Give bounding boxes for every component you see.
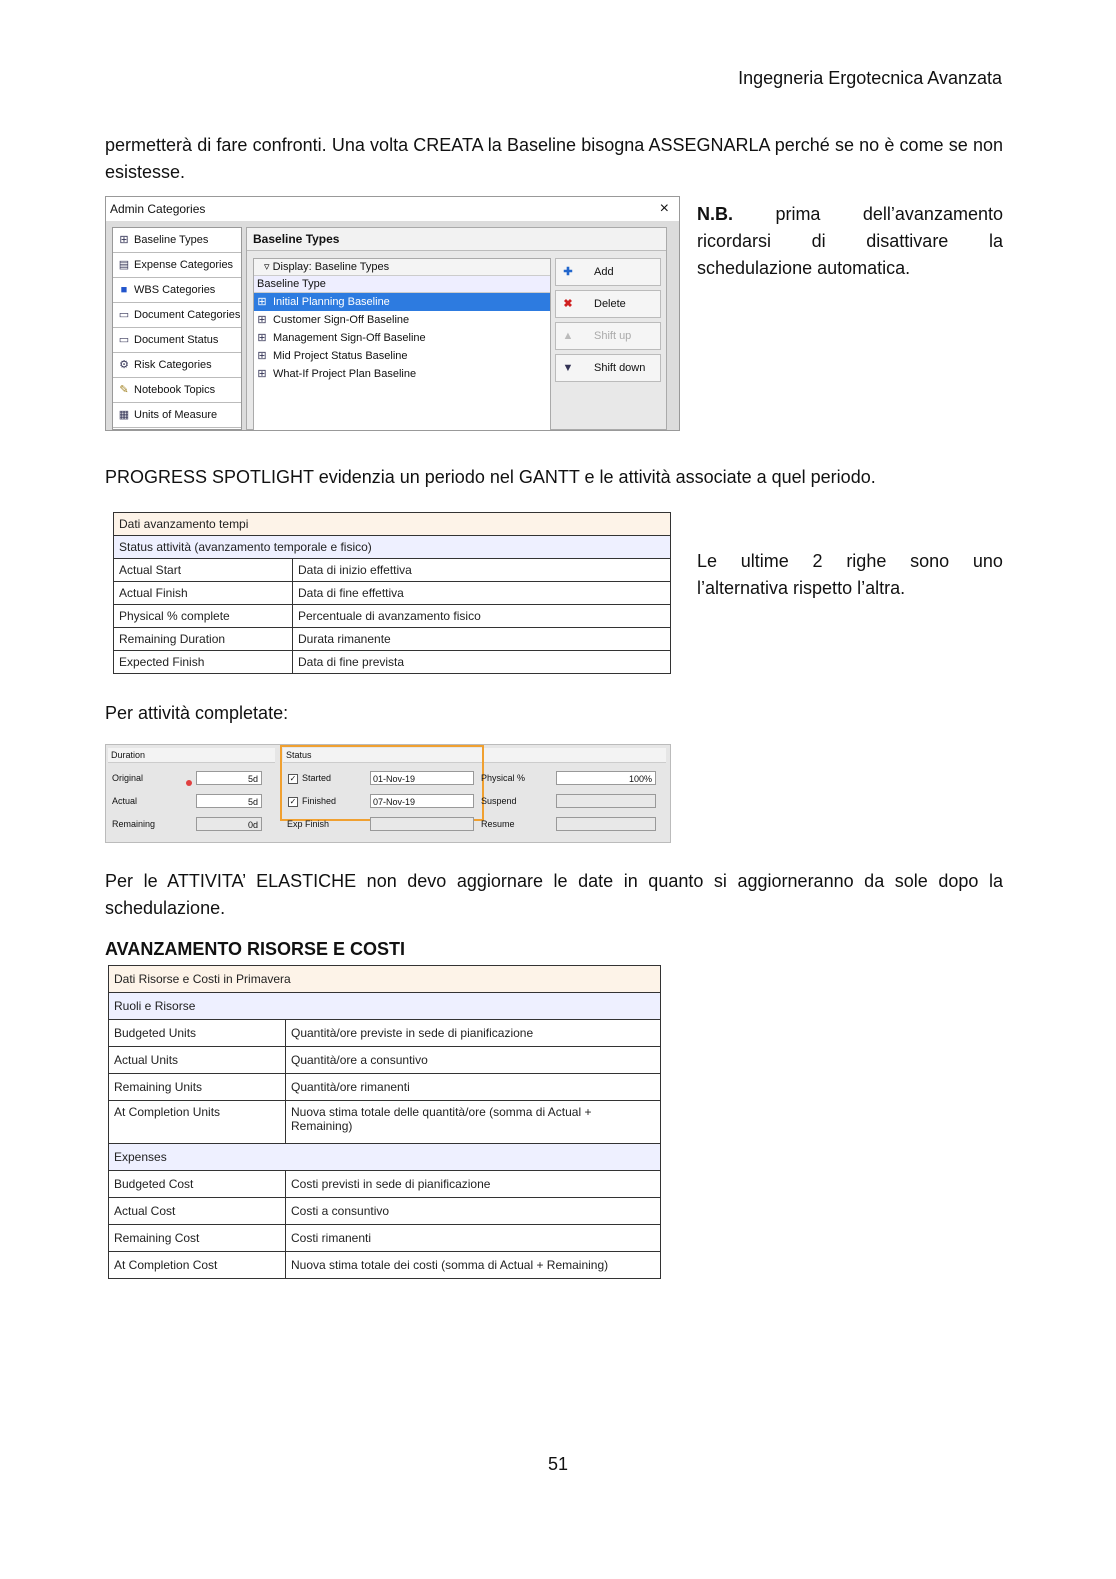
arrow-up-icon: ▲ (562, 330, 574, 342)
baseline-item[interactable]: ⊞ Mid Project Status Baseline (257, 350, 408, 362)
table-header: Dati Risorse e Costi in Primavera (109, 966, 661, 993)
table-subheader: Ruoli e Risorse (109, 993, 661, 1020)
table-row: Budgeted Units Quantità/ore previste in sede di pianificazione (109, 1020, 661, 1047)
table-row: Physical % complete Percentuale di avanzamento fisico (114, 605, 671, 628)
resources-costs-table (108, 965, 661, 1279)
baseline-item[interactable]: ⊞ Management Sign-Off Baseline (257, 332, 426, 344)
baseline-type-icon: ⊞ (257, 296, 267, 308)
admin-categories-dialog (105, 196, 680, 431)
table-row: Actual Cost Costi a consuntivo (109, 1198, 661, 1225)
baseline-item[interactable]: ⊞ Customer Sign-Off Baseline (257, 314, 410, 326)
panel-title: Baseline Types (247, 228, 666, 251)
table-subheader: Expenses (109, 1144, 661, 1171)
resume-field[interactable] (556, 817, 656, 831)
exp-finish-field[interactable] (370, 817, 474, 831)
nav-item-risk-categories[interactable]: ⚙ Risk Categories (113, 353, 241, 378)
physical-label: Physical % (481, 773, 526, 783)
units-icon: ▦ (118, 409, 130, 421)
risk-icon: ⚙ (119, 359, 129, 371)
category-nav (112, 227, 242, 430)
baseline-type-icon: ⊞ (257, 368, 267, 380)
finished-date-field[interactable]: 07-Nov-19 (370, 794, 474, 808)
add-button[interactable]: ✚ Add (555, 258, 661, 286)
baseline-item[interactable]: ⊞ What-If Project Plan Baseline (257, 368, 417, 380)
shift-up-button[interactable]: ▲ Shift up (555, 322, 661, 350)
wbs-icon: ■ (120, 284, 128, 296)
document-status-icon: ▭ (118, 334, 130, 346)
paragraph-completed-activities: Per attività completate: (105, 703, 289, 723)
close-icon[interactable]: × (659, 200, 669, 217)
nav-item-document-categories[interactable]: ▭ Document Categories (113, 303, 241, 328)
activity-status-panel (105, 744, 671, 843)
paragraph-elastic-activities: Per le ATTIVITA’ ELASTICHE non devo aggiornare le date in quanto si aggiorneranno da sole dopo la schedulazione. (105, 871, 1003, 918)
table-row: Actual Units Quantità/ore a consuntivo (109, 1047, 661, 1074)
started-date-field[interactable]: 01-Nov-19 (370, 771, 474, 785)
original-label: Original (112, 773, 144, 783)
finished-label: Finished (302, 796, 337, 806)
nav-item-document-status[interactable]: ▭ Document Status (113, 328, 241, 353)
notebook-icon: ✎ (119, 384, 129, 396)
action-buttons (555, 258, 661, 386)
display-filter[interactable]: ▿ Display: Baseline Types (254, 259, 550, 276)
exp-finish-label: Exp Finish (287, 819, 330, 829)
status-section-title: Status (283, 748, 666, 763)
baseline-type-icon: ⊞ (257, 314, 267, 326)
nav-item-expense-categories[interactable]: ▤ Expense Categories (113, 253, 241, 278)
nav-item-baseline-types[interactable]: ⊞ Baseline Types (113, 228, 241, 253)
page-number: 51 (547, 1454, 569, 1474)
section-heading: AVANZAMENTO RISORSE E COSTI (105, 939, 406, 959)
baseline-item[interactable]: ⊞ Initial Planning Baseline (254, 293, 550, 311)
table-header: Dati avanzamento tempi (114, 513, 671, 536)
resume-label: Resume (481, 819, 515, 829)
baseline-icon: ⊞ (119, 234, 129, 246)
note-last-rows: Le ultime 2 righe sono uno l’alternativa rispetto l’altra. (697, 551, 1003, 598)
table-row: Actual Finish Data di fine effettiva (114, 582, 671, 605)
nav-item-wbs-categories[interactable]: ■ WBS Categories (113, 278, 241, 303)
remaining-duration-field[interactable]: 0d (196, 817, 262, 831)
delete-button[interactable]: ✖ Delete (555, 290, 661, 318)
chevron-down-icon: ▿ (264, 261, 273, 273)
paragraph-progress-spotlight: PROGRESS SPOTLIGHT evidenzia un periodo nel GANTT e le attività associate a quel periodo. (105, 467, 876, 487)
baseline-type-icon: ⊞ (257, 350, 267, 362)
delete-icon: ✖ (563, 298, 573, 310)
duration-section-title: Duration (108, 748, 275, 763)
note-bold: N.B. (697, 204, 733, 224)
started-label: Started (302, 773, 332, 783)
dialog-titlebar (106, 197, 679, 221)
running-header: Ingegneria Ergotecnica Avanzata (738, 68, 1002, 88)
shift-down-button[interactable]: ▼ Shift down (555, 354, 661, 382)
started-checkbox[interactable]: ✓ (289, 774, 297, 783)
baseline-type-icon: ⊞ (257, 332, 267, 344)
time-progress-table (113, 512, 671, 674)
table-subheader: Status attività (avanzamento temporale e fisico) (114, 536, 671, 559)
physical-percent-field[interactable]: 100% (556, 771, 656, 785)
original-duration-field[interactable]: 5d (196, 771, 262, 785)
document-icon: ▭ (118, 309, 130, 321)
column-header[interactable]: Baseline Type (254, 276, 550, 293)
table-row: Remaining Units Quantità/ore rimanenti (109, 1074, 661, 1101)
actual-label: Actual (112, 796, 138, 806)
baseline-types-panel (246, 227, 667, 430)
table-row: Remaining Cost Costi rimanenti (109, 1225, 661, 1252)
remaining-label: Remaining (112, 819, 156, 829)
suspend-field[interactable] (556, 794, 656, 808)
actual-duration-field[interactable]: 5d (196, 794, 262, 808)
table-row: Actual Start Data di inizio effettiva (114, 559, 671, 582)
note-scheduling: N.B. prima dell’avanzamento ricordarsi di disattivare la schedulazione automatica. (697, 201, 1003, 282)
nav-item-notebook-topics[interactable]: ✎ Notebook Topics (113, 378, 241, 403)
finished-checkbox[interactable]: ✓ (289, 797, 297, 806)
dialog-title: Admin Categories (110, 202, 206, 216)
table-row: At Completion Cost Nuova stima totale dei costi (somma di Actual + Remaining) (109, 1252, 661, 1279)
expense-icon: ▤ (118, 259, 130, 271)
nav-item-units-of-measure[interactable]: ▦ Units of Measure (113, 403, 241, 428)
table-row: Remaining Duration Durata rimanente (114, 628, 671, 651)
marker-dot (186, 780, 192, 786)
table-row: At Completion Units Nuova stima totale delle quantità/ore (somma di Actual + Remaining) (109, 1101, 661, 1144)
table-row: Budgeted Cost Costi previsti in sede di pianificazione (109, 1171, 661, 1198)
paragraph-baseline: permetterà di fare confronti. Una volta CREATA la Baseline bisogna ASSEGNARLA perché se no è come se non esistesse. (105, 135, 1003, 182)
table-row: Expected Finish Data di fine prevista (114, 651, 671, 674)
plus-icon: ✚ (563, 266, 573, 278)
baseline-list (253, 258, 551, 431)
suspend-label: Suspend (481, 796, 517, 806)
arrow-down-icon: ▼ (562, 362, 574, 374)
